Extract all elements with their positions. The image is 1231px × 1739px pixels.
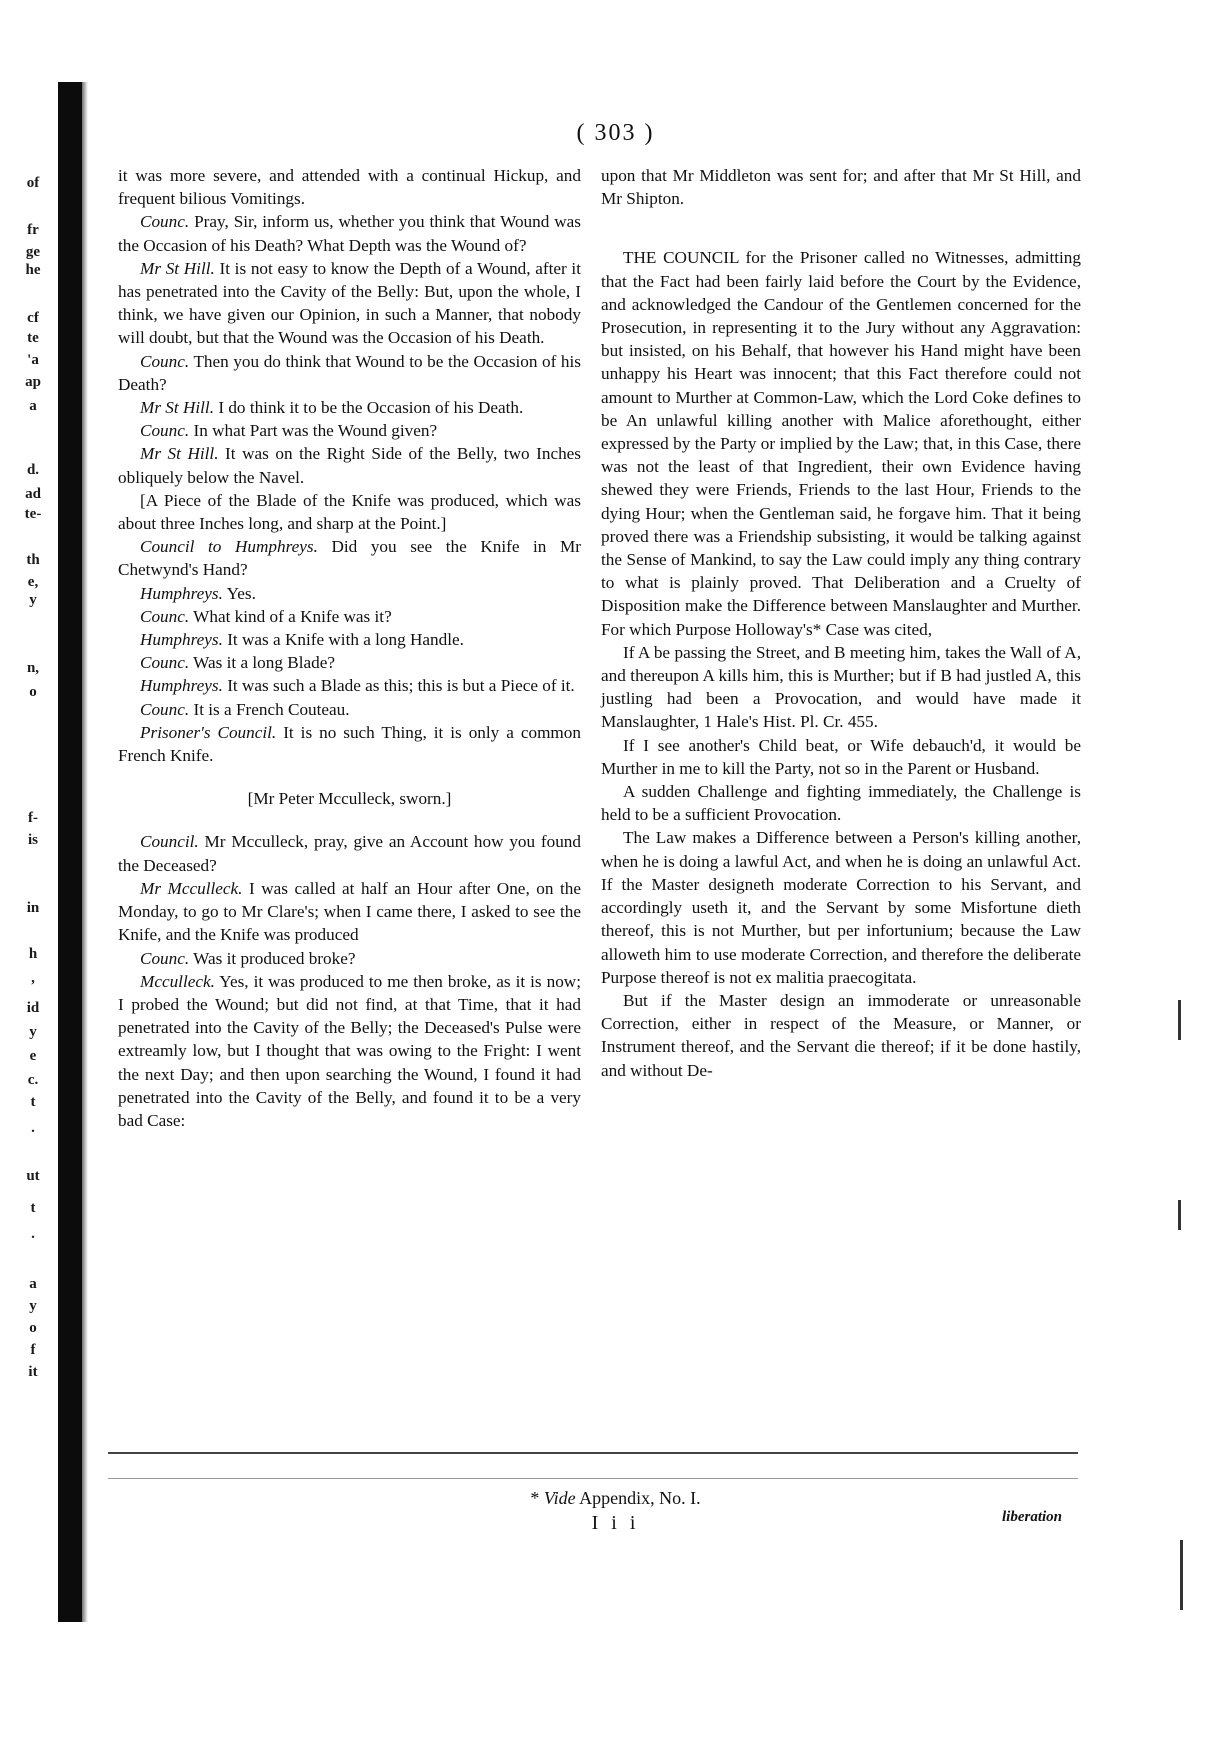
paragraph-text: The Law makes a Difference between a Person's killing another, when he is doing a lawful Act, and when he is doing an unlawful Act. If the Master designeth moderate Correction to his Servant, and accordingly useth it, and the Servant by some Misfortune dieth thereof, this is not Murther, but per infortunium; because the Law alloweth him to use moderate Correction, and therefore the deliberate Purpose thereof is not ex malitia praecogitata. bbox=[601, 828, 1081, 987]
paragraph-text: If A be passing the Street, and B meeting him, takes the Wall of A, and thereupon A kills him, this is Murther; but if B had justled A, this justling had been a Provocation, and would have made it Manslaughter, 1 Hale's Hist. Pl. Cr. 455. bbox=[601, 642, 1081, 732]
paragraph-text: THE COUNCIL for the Prisoner called no Witnesses, admitting that the Fact had been fairly laid before the Court by the Evidence, and acknowledged the Candour of the Gentlemen concerned for the Prosecution, in representing it to the Jury without any Aggravation: but insisted, on his Behalf, that however his Hand might have been unhappy his Heart was innocent; that this Fact therefore could not amount to Murther at Common-Law, which the Lord Coke defines to be An unlawful killing another with Malice aforethought, either expressed by the Party or implied by the Law; that, in this Case, there was not the least of that Ingredient, their own Evidence having shewed they were Friends, Friends to the last Hour, Friends to the dying Hour; when the Gentleman said, he forgave him. That it being proved there was a Friendship subsisting, it would be talking against the Sense of Mankind, to say the Law could imply any thing contrary to what is plainly proved. That Deliberation and a Cruelty of Disposition make the Difference between Manslaughter and Murther. For which Purpose Holloway's* Case was cited, bbox=[601, 248, 1081, 639]
paragraph-text: Mr Mcculleck, pray, give an Account how you found the Deceased? bbox=[118, 832, 581, 875]
paragraph bbox=[601, 641, 1081, 734]
margin-fragment: y bbox=[29, 1298, 37, 1314]
margin-fragment: y bbox=[29, 592, 37, 608]
margin-fragment: cf bbox=[27, 310, 39, 326]
margin-fragment: o bbox=[29, 684, 37, 700]
paragraph-text: Was it produced broke? bbox=[189, 948, 356, 968]
speaker-label: Counc. bbox=[140, 699, 190, 719]
paragraph-text: it was more severe, and attended with a continual Hickup, and frequent bilious Vomitings. bbox=[118, 166, 581, 209]
paragraph bbox=[118, 830, 581, 876]
footnote-mark: * bbox=[530, 1488, 540, 1508]
footnote bbox=[0, 1488, 1231, 1509]
footnote-vide: Vide bbox=[543, 1488, 576, 1508]
paragraph bbox=[118, 489, 581, 535]
speaker-label: Mr Mcculleck. bbox=[140, 878, 243, 898]
margin-fragment: f- bbox=[28, 810, 38, 826]
paragraph-text: I was called at half an Hour after One, on the Monday, to go to Mr Clare's; when I came there, I asked to see the Knife, and the Knife was produced bbox=[118, 878, 581, 945]
margin-fragment: he bbox=[25, 262, 41, 278]
paragraph-text: [Mr Peter Mcculleck, sworn.] bbox=[247, 789, 452, 809]
paragraph-text: But if the Master design an immoderate or unreasonable Correction, either in respect of the Measure, or Manner, or Instrument thereof, and the Servant die thereof; if it be done hastily, and without De- bbox=[601, 990, 1081, 1080]
paragraph bbox=[118, 257, 581, 350]
scan-speck bbox=[1180, 1540, 1183, 1610]
margin-fragment: 'a bbox=[27, 352, 39, 368]
margin-fragment: . bbox=[31, 1226, 35, 1242]
paragraph-text: It is not easy to know the Depth of a Wound, after it has penetrated into the Cavity of the Belly: But, upon the whole, I think, we have given our Opinion, in such a Manner, that nobody will doubt, but that the Wound was the Occasion of his Death. bbox=[118, 258, 581, 348]
paragraph bbox=[118, 674, 581, 697]
paragraph bbox=[118, 582, 581, 605]
speaker-label: Prisoner's Council. bbox=[140, 722, 277, 742]
speaker-label: Mcculleck. bbox=[140, 971, 215, 991]
paragraph-text: Pray, Sir, inform us, whether you think that Wound was the Occasion of his Death? What Depth was the Wound of? bbox=[118, 212, 581, 255]
margin-fragment: c. bbox=[27, 1072, 39, 1088]
margin-fragments bbox=[10, 0, 56, 1739]
paragraph bbox=[601, 989, 1081, 1082]
paragraph bbox=[601, 246, 1081, 640]
paragraph-text: [A Piece of the Blade of the Knife was produced, which was about three Inches long, and sharp at the Point.] bbox=[118, 490, 581, 534]
paragraph-text: Did you see the Knife in Mr Chetwynd's Hand? bbox=[118, 537, 581, 580]
margin-fragment: it bbox=[28, 1364, 38, 1380]
margin-fragment: id bbox=[26, 1000, 40, 1016]
paragraph-text: If I see another's Child beat, or Wife debauch'd, it would be Murther in me to kill the Party, not so in the Parent or Husband. bbox=[601, 735, 1081, 778]
margin-fragment: t bbox=[30, 1200, 36, 1216]
paragraph bbox=[118, 947, 581, 970]
speaker-label: Humphreys. bbox=[140, 630, 223, 650]
margin-fragment: a bbox=[29, 398, 37, 414]
paragraph-text: It was a Knife with a long Handle. bbox=[222, 630, 464, 650]
speaker-label: Mr St Hill. bbox=[140, 258, 215, 278]
paragraph bbox=[118, 698, 581, 721]
margin-fragment: t bbox=[30, 1094, 36, 1110]
margin-fragment: n, bbox=[26, 660, 40, 676]
paragraph-text: It was such a Blade as this; this is but a Piece of it. bbox=[222, 676, 575, 696]
speaker-label: Counc. bbox=[140, 606, 190, 626]
speaker-label: Counc. bbox=[140, 421, 190, 441]
paragraph bbox=[118, 721, 581, 767]
paragraph-text: It is a French Couteau. bbox=[189, 699, 350, 719]
margin-fragment: . bbox=[31, 1120, 35, 1136]
margin-fragment: f bbox=[30, 1342, 36, 1358]
paragraph-text: Yes. bbox=[222, 583, 256, 603]
speaker-label: Humphreys. bbox=[140, 676, 223, 696]
speaker-label: Counc. bbox=[140, 948, 190, 968]
speaker-label: Council to Humphreys. bbox=[140, 537, 318, 557]
paragraph-text: Then you do think that Wound to be the Occasion of his Death? bbox=[118, 351, 581, 394]
margin-fragment: e bbox=[29, 1048, 37, 1064]
margin-fragment: of bbox=[26, 175, 40, 191]
margin-fragment: te bbox=[27, 330, 39, 346]
scan-speck bbox=[1178, 1200, 1181, 1230]
speaker-label: Counc. bbox=[140, 653, 190, 673]
footnote-rule-secondary bbox=[108, 1478, 1078, 1479]
speaker-label: Mr St Hill. bbox=[140, 444, 219, 464]
paragraph-text: upon that Mr Middleton was sent for; and after that Mr St Hill, and Mr Shipton. bbox=[601, 166, 1081, 209]
margin-fragment: o bbox=[29, 1320, 37, 1336]
speaker-label: Counc. bbox=[140, 212, 190, 232]
margin-fragment: te- bbox=[24, 506, 42, 522]
paragraph bbox=[118, 442, 581, 488]
paragraph-text: It is no such Thing, it is only a common French Knife. bbox=[118, 722, 581, 766]
paragraph bbox=[118, 651, 581, 674]
margin-fragment: , bbox=[31, 970, 35, 986]
paragraph bbox=[118, 605, 581, 628]
binding-edge bbox=[58, 82, 82, 1622]
paragraph bbox=[601, 826, 1081, 988]
paragraph bbox=[601, 734, 1081, 780]
footnote-rule bbox=[108, 1452, 1078, 1454]
paragraph bbox=[118, 419, 581, 442]
margin-fragment: fr bbox=[27, 222, 39, 238]
margin-fragment: th bbox=[26, 552, 40, 568]
paragraph-text: I do think it to be the Occasion of his Death. bbox=[214, 398, 524, 418]
page-number: ( 303 ) bbox=[576, 120, 655, 146]
speaker-label: Counc. bbox=[140, 351, 190, 371]
margin-fragment: ge bbox=[25, 244, 41, 260]
margin-fragment: a bbox=[29, 1276, 37, 1292]
paragraph bbox=[118, 210, 581, 256]
paragraph-text: It was on the Right Side of the Belly, two Inches obliquely below the Navel. bbox=[118, 444, 581, 487]
left-column bbox=[118, 164, 581, 1132]
paragraph bbox=[118, 350, 581, 396]
paragraph-text: In what Part was the Wound given? bbox=[189, 421, 438, 441]
paragraph-text: Yes, it was produced to me then broke, as it is now; I probed the Wound; but did not find, at that Time, that it had penetrated into the Cavity of the Belly; the Deceased's Pulse were extreamly low, but I thought that was owing to the Fright: I went the next Day; and then upon searching the Wound, I found it had penetrated into the Cavity of the Belly, and found it to be a very bad Case: bbox=[118, 971, 581, 1130]
speaker-label: Mr St Hill. bbox=[140, 398, 215, 418]
paragraph-text: What kind of a Knife was it? bbox=[189, 606, 392, 626]
speaker-label: Humphreys. bbox=[140, 583, 223, 603]
margin-fragment: ut bbox=[26, 1168, 40, 1184]
margin-fragment: in bbox=[26, 900, 40, 916]
paragraph bbox=[601, 164, 1081, 210]
speaker-label: Council. bbox=[140, 832, 199, 852]
catchword: liberation bbox=[1002, 1509, 1063, 1525]
margin-fragment: is bbox=[27, 832, 38, 848]
scan-speck bbox=[1178, 1000, 1181, 1040]
paragraph-text: A sudden Challenge and fighting immediately, the Challenge is held to be a sufficient Provocation. bbox=[601, 782, 1081, 825]
paragraph bbox=[118, 970, 581, 1132]
footnote-text: Appendix, No. I. bbox=[579, 1488, 701, 1508]
paragraph-text: Was it a long Blade? bbox=[189, 653, 335, 673]
signature-mark: I i i bbox=[591, 1512, 640, 1534]
margin-fragment: h bbox=[28, 946, 38, 962]
paragraph bbox=[601, 780, 1081, 826]
margin-fragment: y bbox=[29, 1024, 37, 1040]
right-column bbox=[601, 164, 1081, 1082]
margin-fragment: d. bbox=[26, 462, 40, 478]
margin-fragment: e, bbox=[27, 574, 39, 590]
paragraph bbox=[118, 628, 581, 651]
margin-fragment: ad bbox=[25, 486, 41, 502]
paragraph bbox=[118, 787, 581, 810]
margin-fragment: ap bbox=[25, 374, 41, 390]
paragraph bbox=[118, 535, 581, 581]
paragraph bbox=[118, 396, 581, 419]
paragraph bbox=[118, 877, 581, 947]
paragraph bbox=[118, 164, 581, 210]
